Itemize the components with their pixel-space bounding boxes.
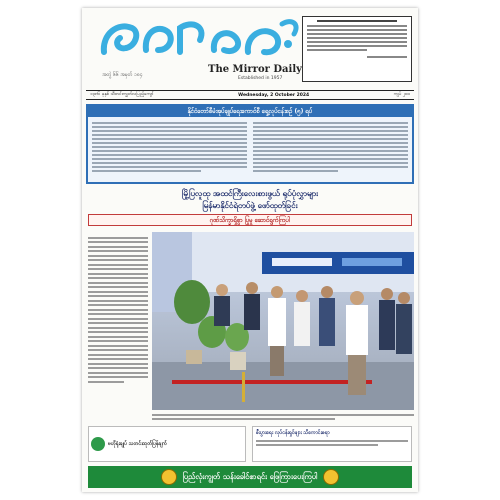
notice-text-line bbox=[317, 20, 397, 22]
text-line bbox=[88, 237, 148, 239]
text-line bbox=[92, 154, 247, 156]
text-line bbox=[88, 376, 148, 378]
text-line bbox=[92, 158, 247, 160]
text-line bbox=[88, 345, 148, 347]
notice-icon bbox=[91, 437, 105, 451]
text-line bbox=[88, 309, 148, 311]
text-line bbox=[253, 170, 338, 172]
text-line bbox=[88, 349, 148, 351]
text-line bbox=[253, 142, 408, 144]
text-line bbox=[88, 286, 148, 288]
text-line bbox=[92, 122, 247, 124]
notice-right-text: စီးပွားရေး လုပ်ငန်းရှင်များ သိကောင်းစရာ bbox=[256, 430, 330, 436]
text-line bbox=[92, 146, 247, 148]
text-line bbox=[88, 367, 148, 369]
text-line bbox=[88, 322, 148, 324]
text-line bbox=[88, 250, 148, 252]
text-line bbox=[92, 166, 247, 168]
masthead bbox=[82, 8, 418, 88]
text-line bbox=[253, 150, 408, 152]
notice-text-line bbox=[307, 49, 367, 51]
text-line bbox=[253, 158, 408, 160]
objectives-columns bbox=[88, 117, 412, 177]
newspaper-front-page bbox=[82, 8, 418, 492]
objectives-box-title: နိုင်ငံတော်စီမံအုပ်ချုပ်ရေးကောင်စီ ရှေ့လုပ်ငန်းစဉ် (၅) ရပ် bbox=[88, 106, 412, 117]
text-line bbox=[256, 440, 408, 442]
objectives-column-left bbox=[92, 120, 247, 174]
date-bar bbox=[86, 90, 414, 100]
notice-left-text: ဗဟိုရုံးချုပ် သတင်းထုတ်ပြန်ချက် bbox=[108, 440, 168, 447]
text-line bbox=[92, 150, 247, 152]
date-english: Wednesday, 2 October 2024 bbox=[238, 92, 310, 98]
text-line bbox=[253, 126, 408, 128]
text-line bbox=[88, 354, 148, 356]
text-line bbox=[88, 268, 148, 270]
objectives-column-right bbox=[253, 120, 408, 174]
established-line: Established in 1957 bbox=[238, 76, 283, 81]
text-line bbox=[253, 162, 408, 164]
text-line bbox=[88, 304, 148, 306]
text-line bbox=[88, 300, 148, 302]
text-line bbox=[88, 363, 148, 365]
text-line bbox=[88, 291, 148, 293]
text-line bbox=[253, 166, 408, 168]
text-line bbox=[253, 122, 408, 124]
text-line bbox=[88, 358, 148, 360]
text-line bbox=[88, 318, 148, 320]
text-line bbox=[88, 282, 148, 284]
notice-text-line bbox=[307, 41, 407, 43]
notice-text-line bbox=[307, 45, 407, 47]
text-line bbox=[88, 295, 148, 297]
text-line bbox=[92, 142, 247, 144]
notice-left bbox=[88, 426, 246, 462]
objectives-box bbox=[86, 104, 414, 184]
notice-text-line bbox=[307, 37, 407, 39]
photo-caption bbox=[152, 412, 414, 422]
bottom-notices bbox=[88, 426, 412, 462]
text-line bbox=[253, 138, 408, 140]
text-line bbox=[253, 154, 408, 156]
text-line bbox=[88, 381, 124, 383]
text-line bbox=[88, 277, 148, 279]
front-page-photo bbox=[152, 232, 414, 410]
notice-signature-line bbox=[367, 56, 407, 58]
text-line bbox=[88, 264, 148, 266]
text-line bbox=[88, 331, 148, 333]
seal-icon bbox=[161, 469, 177, 485]
text-line bbox=[92, 162, 247, 164]
red-subheadline: ဂုဏ်သိက္ခာရှိစွာ ပြုမူ ဆောင်ရွက်ကြပါ bbox=[88, 214, 412, 226]
text-line bbox=[92, 130, 247, 132]
census-banner bbox=[88, 466, 412, 488]
text-line bbox=[253, 130, 408, 132]
text-line bbox=[92, 134, 247, 136]
notice-text-line bbox=[307, 29, 407, 31]
text-line bbox=[88, 259, 148, 261]
date-myanmar: ၁၃၈၆ ခုနှစ် သီတင်းကျွတ်လပြည့်ကျော် bbox=[90, 92, 154, 97]
photo-scene bbox=[152, 232, 414, 410]
text-line bbox=[92, 126, 247, 128]
text-line bbox=[92, 170, 201, 172]
text-line bbox=[88, 241, 148, 243]
caption-line bbox=[152, 414, 414, 416]
notice-text-line bbox=[307, 33, 407, 35]
text-line bbox=[256, 444, 378, 446]
main-headline-line-1: မြို့ပြလူထု အထင်ကြီးလေးစားဖွယ် ရုပ်ပုံလွှာများ bbox=[181, 189, 319, 198]
text-line bbox=[88, 327, 148, 329]
article-column-left bbox=[86, 232, 150, 406]
emblem-icon bbox=[323, 469, 339, 485]
text-line bbox=[88, 273, 148, 275]
text-line bbox=[88, 336, 148, 338]
text-line bbox=[88, 246, 148, 248]
caption-line bbox=[152, 418, 335, 420]
text-line bbox=[92, 138, 247, 140]
notice-right bbox=[252, 426, 412, 462]
text-line bbox=[253, 134, 408, 136]
text-line bbox=[253, 146, 408, 148]
text-line bbox=[88, 372, 148, 374]
main-headline-line-2: မြန်မာနိုင်ငံရဲတပ်ဖွဲ့ ဖော်ထုတ်ခြင်း bbox=[202, 201, 298, 210]
notice-text-line bbox=[307, 25, 407, 27]
masthead-subtitle: အတွဲ ၆၆ အမှတ် ၁၈၄ bbox=[102, 72, 143, 78]
text-line bbox=[88, 313, 148, 315]
newspaper-logo bbox=[96, 14, 306, 66]
text-line bbox=[88, 340, 148, 342]
census-banner-text: ပြည်လုံးကျွတ် သန်းခေါင်စာရင်း ဖြေကြားပေးကြပါ bbox=[182, 471, 318, 481]
english-title: The Mirror Daily bbox=[208, 64, 302, 75]
text-line bbox=[88, 255, 148, 257]
top-right-notice-box bbox=[302, 16, 412, 82]
price: ကျပ် ၂၀၀ bbox=[393, 92, 410, 97]
